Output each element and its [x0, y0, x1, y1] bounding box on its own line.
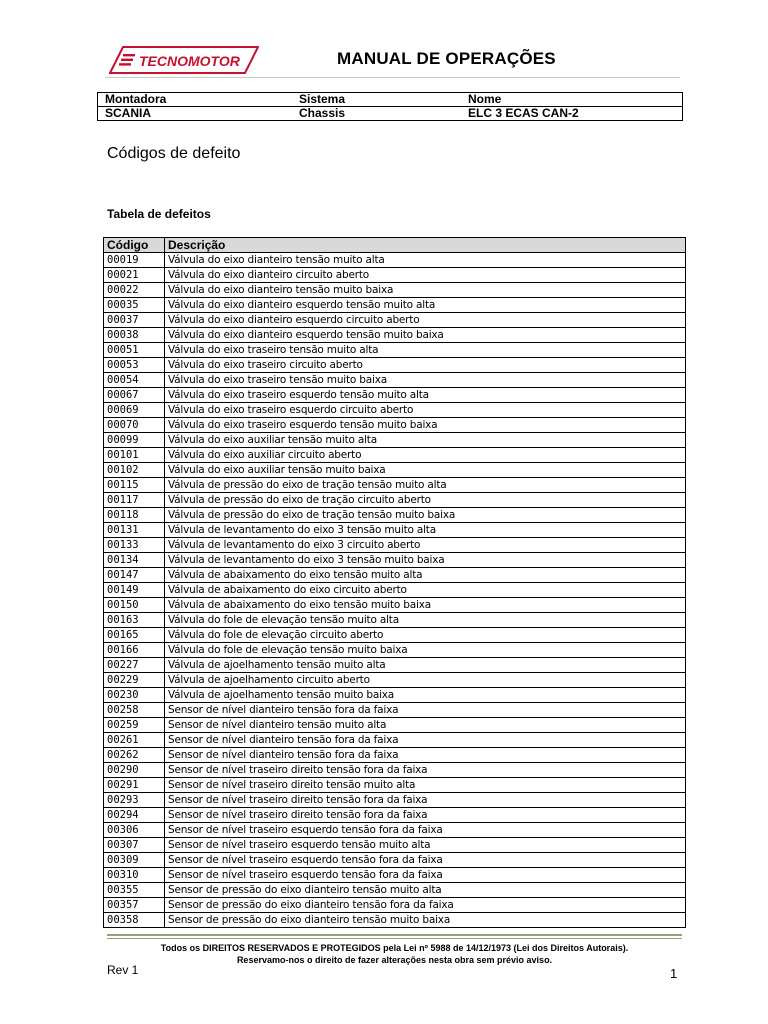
- table-row: [104, 328, 686, 343]
- defect-description-cell: Válvula de abaixamento do eixo tensão muito baixa: [165, 598, 686, 613]
- defect-code-cell: 00037: [104, 313, 165, 328]
- defect-code-cell: 00149: [104, 583, 165, 598]
- defect-description-cell: Sensor de nível traseiro esquerdo tensão fora da faixa: [165, 823, 686, 838]
- defect-description-cell: Sensor de pressão do eixo dianteiro tensão muito baixa: [165, 913, 686, 928]
- table-row: [104, 253, 686, 268]
- defect-description-cell: Válvula do fole de elevação circuito aberto: [165, 628, 686, 643]
- defect-code-cell: 00069: [104, 403, 165, 418]
- defect-description-cell: Sensor de nível traseiro direito tensão fora da faixa: [165, 808, 686, 823]
- defect-code-cell: 00261: [104, 733, 165, 748]
- table-row: [104, 673, 686, 688]
- defect-description-cell: Válvula do fole de elevação tensão muito alta: [165, 613, 686, 628]
- defect-code-cell: 00229: [104, 673, 165, 688]
- table-row: [104, 883, 686, 898]
- defect-code-cell: 00310: [104, 868, 165, 883]
- defect-code-cell: 00115: [104, 478, 165, 493]
- table-row: [104, 568, 686, 583]
- header-divider: [105, 77, 680, 78]
- table-row: [104, 358, 686, 373]
- table-row: [104, 823, 686, 838]
- defect-description-cell: Válvula de ajoelhamento circuito aberto: [165, 673, 686, 688]
- defect-code-cell: 00355: [104, 883, 165, 898]
- defect-code-cell: 00358: [104, 913, 165, 928]
- table-title: Tabela de defeitos: [107, 207, 211, 221]
- defect-description-cell: Válvula de pressão do eixo de tração tensão muito alta: [165, 478, 686, 493]
- copyright-line-2: Reservamo-nos o direito de fazer alterações nesta obra sem prévio aviso.: [236, 955, 553, 965]
- table-row: [104, 313, 686, 328]
- defect-description-cell: Sensor de pressão do eixo dianteiro tensão fora da faixa: [165, 898, 686, 913]
- svg-text:TECNOMOTOR: TECNOMOTOR: [139, 53, 240, 69]
- footer-divider-top: [107, 934, 682, 936]
- defect-description-cell: Sensor de nível dianteiro tensão muito alta: [165, 718, 686, 733]
- revision-label: Rev 1: [107, 963, 139, 977]
- table-row: [104, 763, 686, 778]
- defect-code-cell: 00166: [104, 643, 165, 658]
- defect-code-cell: 00131: [104, 523, 165, 538]
- defect-description-cell: Válvula do eixo dianteiro esquerdo tensão muito alta: [165, 298, 686, 313]
- defect-code-cell: 00294: [104, 808, 165, 823]
- table-row: [104, 748, 686, 763]
- defect-description-cell: Sensor de nível dianteiro tensão fora da faixa: [165, 733, 686, 748]
- value-nome: ELC 3 ECAS CAN-2: [468, 106, 579, 120]
- defect-description-cell: Válvula do eixo traseiro circuito aberto: [165, 358, 686, 373]
- defect-code-cell: 00102: [104, 463, 165, 478]
- table-row: [104, 433, 686, 448]
- defect-code-cell: 00291: [104, 778, 165, 793]
- table-header-row: [104, 238, 686, 253]
- defect-description-cell: Válvula de pressão do eixo de tração tensão muito baixa: [165, 508, 686, 523]
- table-row: [104, 583, 686, 598]
- column-header-description: Descrição: [165, 238, 686, 253]
- defect-description-cell: Válvula do fole de elevação tensão muito baixa: [165, 643, 686, 658]
- table-row: [104, 523, 686, 538]
- defect-code-cell: 00035: [104, 298, 165, 313]
- defect-description-cell: Válvula do eixo traseiro esquerdo tensão muito alta: [165, 388, 686, 403]
- table-row: [104, 538, 686, 553]
- defect-description-cell: Válvula do eixo traseiro tensão muito baixa: [165, 373, 686, 388]
- defect-code-cell: 00067: [104, 388, 165, 403]
- defect-code-cell: 00309: [104, 853, 165, 868]
- defect-description-cell: Sensor de nível traseiro direito tensão muito alta: [165, 778, 686, 793]
- defect-code-cell: 00307: [104, 838, 165, 853]
- defect-code-cell: 00357: [104, 898, 165, 913]
- defect-description-cell: Sensor de nível traseiro esquerdo tensão muito alta: [165, 838, 686, 853]
- label-sistema: Sistema: [299, 92, 346, 106]
- defect-description-cell: Válvula do eixo traseiro esquerdo circuito aberto: [165, 403, 686, 418]
- table-row: [104, 898, 686, 913]
- label-montadora: Montadora: [105, 92, 167, 106]
- column-header-code: Código: [104, 238, 165, 253]
- copyright-line-1: Todos os DIREITOS RESERVADOS E PROTEGIDOS pela Lei nº 5988 de 14/12/1973 (Lei dos Direitos Autorais).: [160, 943, 629, 953]
- defect-description-cell: Sensor de nível traseiro esquerdo tensão fora da faixa: [165, 868, 686, 883]
- table-row: [104, 343, 686, 358]
- defect-code-cell: 00134: [104, 553, 165, 568]
- table-row: [104, 373, 686, 388]
- info-divider: [98, 106, 682, 107]
- defect-code-cell: 00099: [104, 433, 165, 448]
- defect-code-cell: 00038: [104, 328, 165, 343]
- defect-code-cell: 00019: [104, 253, 165, 268]
- table-row: [104, 478, 686, 493]
- defect-code-cell: 00230: [104, 688, 165, 703]
- defect-description-cell: Válvula do eixo dianteiro circuito aberto: [165, 268, 686, 283]
- table-row: [104, 493, 686, 508]
- page-number: 1: [670, 966, 678, 981]
- defect-description-cell: Válvula do eixo dianteiro esquerdo circuito aberto: [165, 313, 686, 328]
- table-row: [104, 793, 686, 808]
- label-nome: Nome: [468, 92, 502, 106]
- table-row: [104, 913, 686, 928]
- tecnomotor-logo: [109, 46, 259, 74]
- defect-code-cell: 00053: [104, 358, 165, 373]
- table-row: [104, 853, 686, 868]
- footer-divider-bottom: [107, 938, 682, 939]
- defect-code-cell: 00227: [104, 658, 165, 673]
- copyright-notice: [107, 942, 682, 966]
- defect-code-cell: 00054: [104, 373, 165, 388]
- table-row: [104, 643, 686, 658]
- defect-description-cell: Válvula do eixo dianteiro esquerdo tensão muito baixa: [165, 328, 686, 343]
- value-sistema: Chassis: [299, 106, 346, 120]
- section-title: Códigos de defeito: [107, 145, 241, 162]
- table-row: [104, 703, 686, 718]
- defect-code-cell: 00070: [104, 418, 165, 433]
- defect-code-cell: 00021: [104, 268, 165, 283]
- defect-code-cell: 00290: [104, 763, 165, 778]
- table-row: [104, 508, 686, 523]
- defect-description-cell: Válvula de abaixamento do eixo circuito aberto: [165, 583, 686, 598]
- table-row: [104, 283, 686, 298]
- defect-description-cell: Válvula do eixo auxiliar tensão muito alta: [165, 433, 686, 448]
- defect-description-cell: Válvula de levantamento do eixo 3 tensão muito baixa: [165, 553, 686, 568]
- defect-code-cell: 00147: [104, 568, 165, 583]
- table-row: [104, 388, 686, 403]
- table-row: [104, 268, 686, 283]
- defect-codes-table: [103, 237, 686, 928]
- table-row: [104, 778, 686, 793]
- vehicle-info-box: [97, 92, 683, 121]
- defect-description-cell: Válvula do eixo auxiliar tensão muito baixa: [165, 463, 686, 478]
- table-row: [104, 463, 686, 478]
- defect-description-cell: Válvula de levantamento do eixo 3 circuito aberto: [165, 538, 686, 553]
- defect-code-cell: 00117: [104, 493, 165, 508]
- table-body: [104, 253, 686, 928]
- defect-description-cell: Sensor de nível traseiro direito tensão fora da faixa: [165, 793, 686, 808]
- manual-title: MANUAL DE OPERAÇÕES: [337, 49, 556, 68]
- page-header: [105, 43, 683, 77]
- defect-description-cell: Válvula de abaixamento do eixo tensão muito alta: [165, 568, 686, 583]
- defect-code-cell: 00150: [104, 598, 165, 613]
- defect-description-cell: Válvula do eixo dianteiro tensão muito alta: [165, 253, 686, 268]
- table-row: [104, 598, 686, 613]
- defect-description-cell: Válvula do eixo auxiliar circuito aberto: [165, 448, 686, 463]
- table-row: [104, 808, 686, 823]
- defect-description-cell: Sensor de pressão do eixo dianteiro tensão muito alta: [165, 883, 686, 898]
- table-row: [104, 628, 686, 643]
- defect-description-cell: Válvula do eixo dianteiro tensão muito baixa: [165, 283, 686, 298]
- defect-description-cell: Válvula de pressão do eixo de tração circuito aberto: [165, 493, 686, 508]
- table-row: [104, 658, 686, 673]
- defect-description-cell: Válvula de levantamento do eixo 3 tensão muito alta: [165, 523, 686, 538]
- table-row: [104, 718, 686, 733]
- defect-description-cell: Sensor de nível dianteiro tensão fora da faixa: [165, 748, 686, 763]
- defect-code-cell: 00118: [104, 508, 165, 523]
- table-row: [104, 403, 686, 418]
- defect-code-cell: 00258: [104, 703, 165, 718]
- table-row: [104, 298, 686, 313]
- defect-code-cell: 00306: [104, 823, 165, 838]
- table-row: [104, 613, 686, 628]
- defect-code-cell: 00293: [104, 793, 165, 808]
- defect-description-cell: Válvula de ajoelhamento tensão muito alta: [165, 658, 686, 673]
- defect-code-cell: 00051: [104, 343, 165, 358]
- defect-description-cell: Sensor de nível traseiro esquerdo tensão fora da faixa: [165, 853, 686, 868]
- table-row: [104, 418, 686, 433]
- table-row: [104, 688, 686, 703]
- table-row: [104, 553, 686, 568]
- table-row: [104, 733, 686, 748]
- defect-code-cell: 00165: [104, 628, 165, 643]
- defect-code-cell: 00101: [104, 448, 165, 463]
- value-montadora: SCANIA: [105, 106, 152, 120]
- defect-description-cell: Válvula de ajoelhamento tensão muito baixa: [165, 688, 686, 703]
- defect-code-cell: 00133: [104, 538, 165, 553]
- defect-code-cell: 00262: [104, 748, 165, 763]
- defect-description-cell: Sensor de nível dianteiro tensão fora da faixa: [165, 703, 686, 718]
- defect-code-cell: 00259: [104, 718, 165, 733]
- defect-code-cell: 00022: [104, 283, 165, 298]
- defect-description-cell: Válvula do eixo traseiro tensão muito alta: [165, 343, 686, 358]
- table-row: [104, 838, 686, 853]
- table-row: [104, 448, 686, 463]
- table-row: [104, 868, 686, 883]
- defect-code-cell: 00163: [104, 613, 165, 628]
- defect-description-cell: Válvula do eixo traseiro esquerdo tensão muito baixa: [165, 418, 686, 433]
- defect-description-cell: Sensor de nível traseiro direito tensão fora da faixa: [165, 763, 686, 778]
